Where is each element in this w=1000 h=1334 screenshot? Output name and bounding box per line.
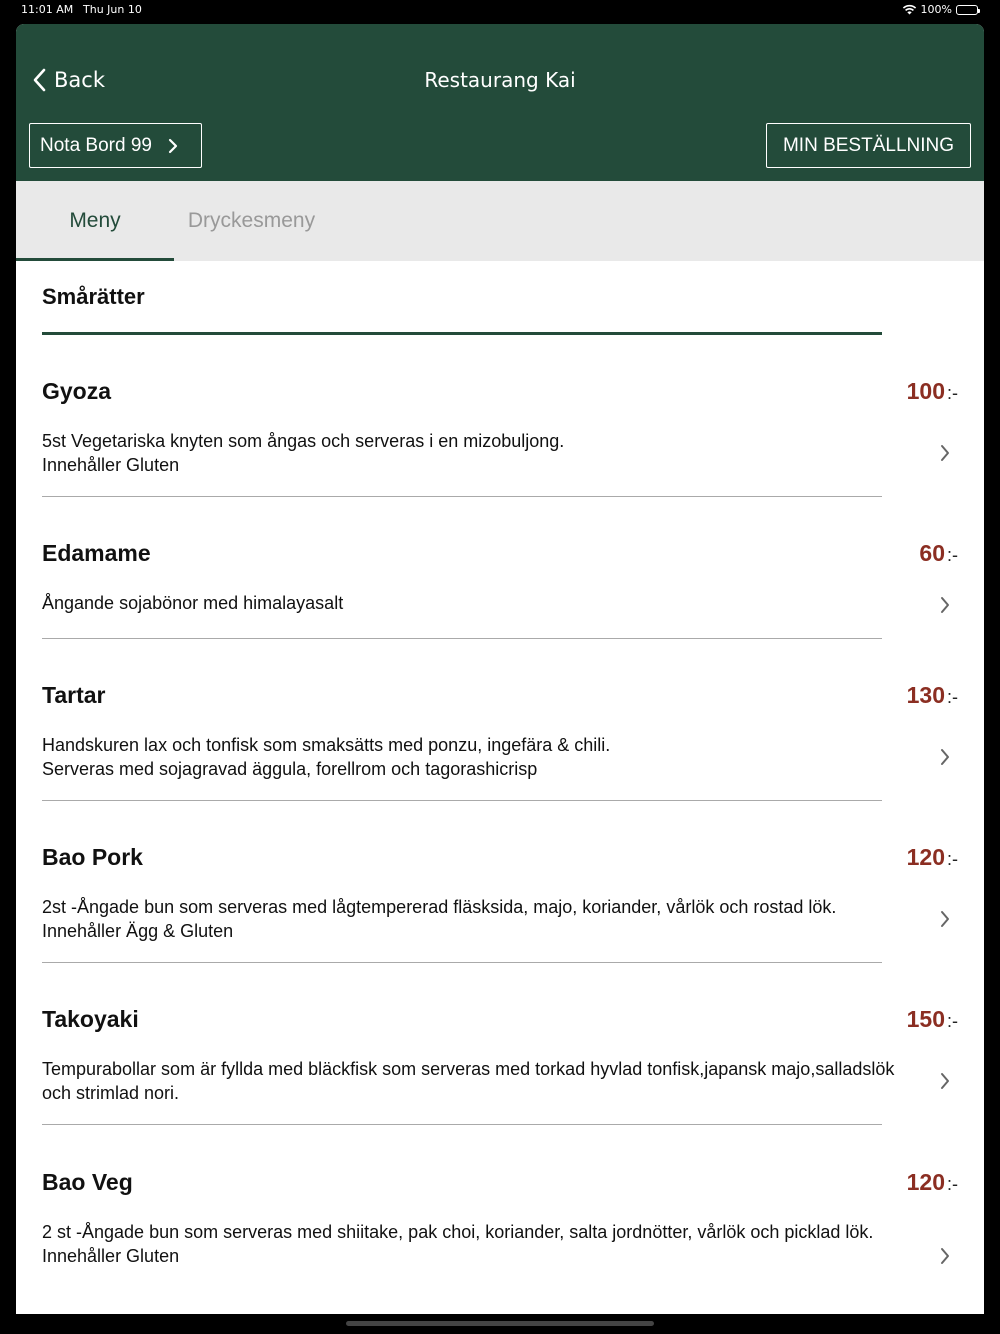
chevron-right-icon <box>940 910 950 928</box>
item-price: 60 :- <box>919 540 958 566</box>
page-title: Restaurang Kai <box>424 68 576 92</box>
chevron-right-icon <box>168 138 178 154</box>
menu-item-edamame[interactable] <box>42 540 972 640</box>
status-date: Thu Jun 10 <box>83 3 142 16</box>
item-price: 120 :- <box>906 844 958 870</box>
home-indicator[interactable] <box>346 1321 654 1326</box>
section-title: Smårätter <box>42 284 145 309</box>
item-divider <box>42 962 882 963</box>
item-description: Tempurabollar som är fyllda med bläckfisk som serveras med torkad hyvlad tonfisk,japansk majo,salladslök och strimlad nori. <box>42 1059 895 1103</box>
item-description: Ångande sojabönor med himalayasalt <box>42 593 344 613</box>
app-window <box>16 24 984 1314</box>
item-name: Takoyaki <box>42 1006 139 1032</box>
item-divider <box>42 800 882 801</box>
nota-label: Nota Bord 99 <box>40 134 152 156</box>
tab-meny[interactable]: Meny <box>16 181 174 261</box>
my-order-label: MIN BESTÄLLNING <box>782 134 955 156</box>
item-divider <box>42 1124 882 1125</box>
item-price: 130 :- <box>906 682 958 708</box>
item-price: 150 :- <box>906 1006 958 1032</box>
action-bar <box>16 112 984 181</box>
status-right <box>902 3 978 16</box>
menu-item-takoyaki[interactable] <box>42 1006 972 1126</box>
item-name: Bao Pork <box>42 844 143 870</box>
back-label: Back <box>54 68 105 92</box>
chevron-right-icon <box>940 1072 950 1090</box>
navigation-bar <box>16 24 984 113</box>
battery-icon <box>956 5 978 15</box>
item-divider <box>42 638 882 639</box>
item-price: 100 :- <box>906 378 958 404</box>
item-description: Handskuren lax och tonfisk som smaksätts med ponzu, ingefära & chili. Serveras med sojagravad äggula, forellrom och tagorashicrisp <box>42 735 611 779</box>
item-divider <box>42 496 882 497</box>
nota-button[interactable] <box>29 123 202 168</box>
my-order-button[interactable] <box>766 123 971 168</box>
tab-bar <box>16 181 984 261</box>
section-divider <box>42 332 882 335</box>
chevron-right-icon <box>940 748 950 766</box>
item-description: 2st -Ångade bun som serveras med lågtempererad fläsksida, majo, koriander, vårlök och rostad lök. Innehåller Ägg & Gluten <box>42 897 837 941</box>
item-name: Edamame <box>42 540 151 566</box>
item-name: Tartar <box>42 682 106 708</box>
tab-dryckesmeny[interactable]: Dryckesmeny <box>187 209 316 232</box>
chevron-right-icon <box>940 1247 950 1265</box>
chevron-right-icon <box>940 596 950 614</box>
status-time: 11:01 AM <box>21 3 74 16</box>
battery-percent: 100% <box>920 3 952 16</box>
menu-item-bao-veg[interactable] <box>42 1169 972 1314</box>
item-name: Bao Veg <box>42 1169 133 1195</box>
item-price: 120 :- <box>906 1169 958 1195</box>
menu-item-gyoza[interactable] <box>42 378 972 498</box>
status-bar <box>0 0 1000 22</box>
menu-item-bao-pork[interactable] <box>42 844 972 964</box>
item-description: 2 st -Ångade bun som serveras med shiitake, pak choi, koriander, salta jordnötter, vårlök och picklad lök. Innehåller Gluten <box>42 1222 874 1266</box>
item-description: 5st Vegetariska knyten som ångas och serveras i en mizobuljong. Innehåller Gluten <box>42 431 565 475</box>
item-name: Gyoza <box>42 378 112 404</box>
chevron-right-icon <box>940 444 950 462</box>
menu-item-tartar[interactable] <box>42 682 972 802</box>
wifi-icon <box>902 4 917 15</box>
